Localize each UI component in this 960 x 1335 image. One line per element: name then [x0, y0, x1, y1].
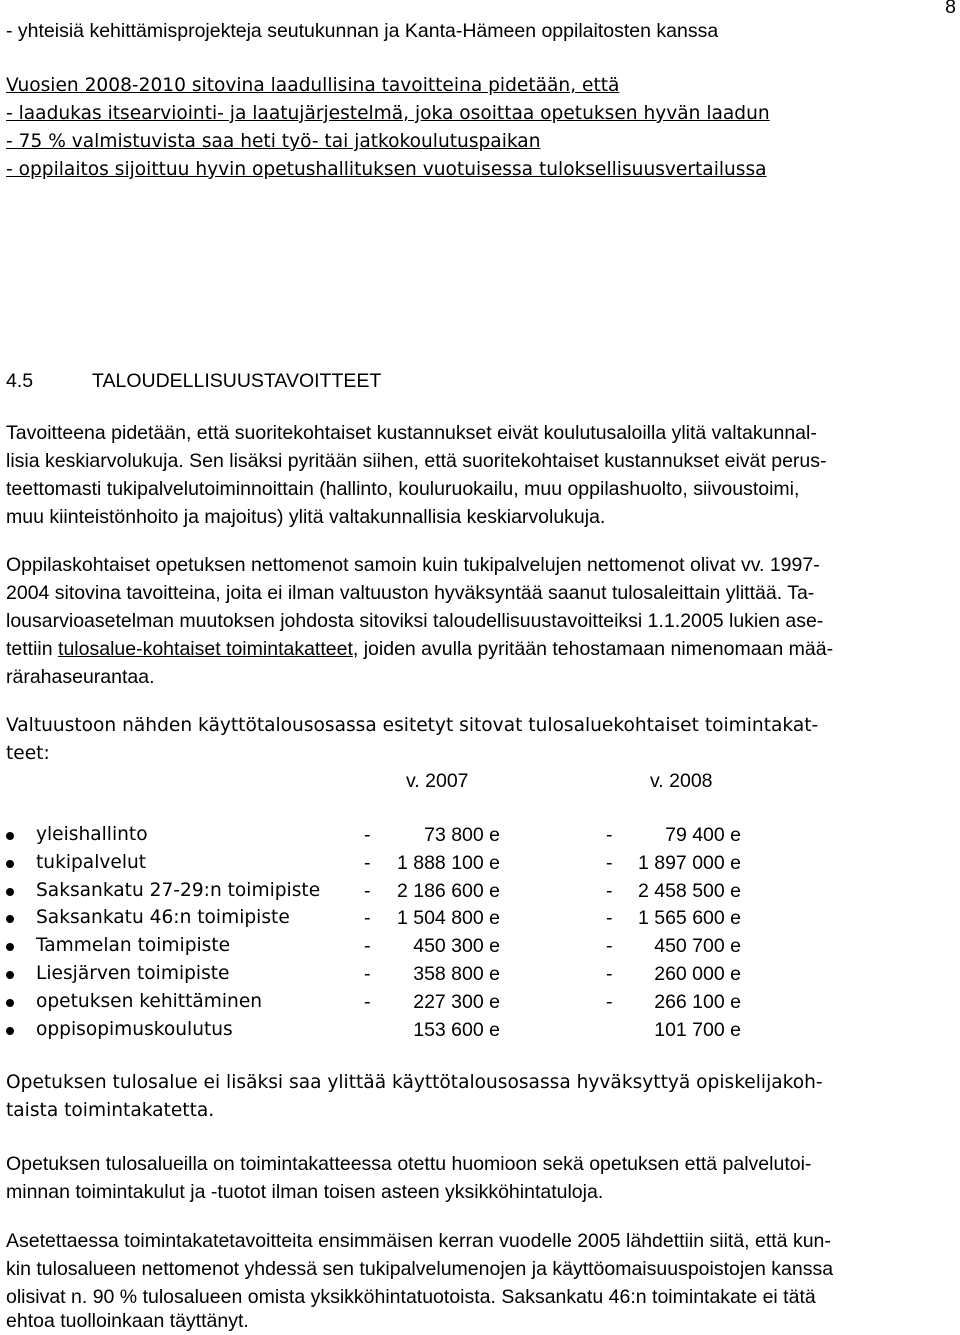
bullet-icon	[6, 860, 14, 868]
row-sign-2008: -	[606, 990, 613, 1013]
paragraph-line: 2004 sitovina tavoitteina, joita ei ilman valtuuston hyväksyntää saanut tulosaleittain ylittää. Ta-	[6, 582, 815, 604]
page-number: 8	[945, 0, 956, 18]
row-value-2007: 1 888 100 e	[396, 851, 500, 874]
section-title: TALOUDELLISUUSTAVOITTEET	[92, 370, 382, 392]
bullet-icon	[6, 971, 14, 979]
paragraph-line: lisia keskiarvolukuja. Sen lisäksi pyritään siihen, että suoritekohtaiset kustannukset eivät perus-	[6, 450, 827, 472]
bold-note-line: Opetuksen tulosalue ei lisäksi saa ylittää käyttötalousosassa hyväksyttyä opiskelijakoh-	[6, 1072, 823, 1093]
row-sign-2007: -	[364, 824, 371, 846]
paragraph-line: lousarvioasetelman muutoksen johdosta sitoviksi taloudellisuustavoitteiksi 1.1.2005 lukien ase-	[6, 610, 824, 632]
row-value-2007: 227 300 e	[413, 990, 500, 1013]
goals-heading: Vuosien 2008-2010 sitovina laadullisina tavoitteina pidetään, että	[6, 75, 620, 96]
row-value-2007: 450 300 e	[413, 935, 500, 958]
row-label: Liesjärven toimipiste	[36, 963, 230, 984]
table-heading-line: Valtuustoon nähden käyttötalousosassa esitetyt sitovat tulosaluekohtaiset toimintakat-	[6, 715, 819, 736]
row-sign-2007: -	[364, 907, 371, 930]
row-sign-2007: -	[364, 851, 371, 874]
row-sign-2008: -	[606, 824, 613, 846]
paragraph-line: olisivat n. 90 % tulosalueen omista yksikköhintatuotoista. Saksankatu 46:n toimintakate ei tätä	[6, 1286, 816, 1308]
paragraph-line: Asetettaessa toimintakatetavoitteita ensimmäisen kerran vuodelle 2005 lähdettiin siitä, että kun-	[6, 1230, 831, 1252]
row-value-2007: 153 600 e	[413, 1018, 500, 1041]
row-value-2008: 1 565 600 e	[637, 907, 741, 930]
row-sign-2008: -	[606, 879, 613, 902]
bullet-icon	[6, 1027, 14, 1035]
paragraph-line: kin tulosalueen nettomenot yhdessä sen tukipalvelumenojen ja käyttöomaisuuspoistojen kanssa	[6, 1258, 834, 1280]
list-item: - yhteisiä kehittämisprojekteja seutukunnan ja Kanta-Hämeen oppilaitosten kanssa	[6, 20, 719, 42]
row-value-2008: 101 700 e	[654, 1018, 741, 1041]
row-value-2007: 2 186 600 e	[396, 879, 500, 902]
paragraph-line: Oppilaskohtaiset opetuksen nettomenot samoin kuin tukipalvelujen nettomenot olivat vv. 1997-	[6, 554, 820, 576]
paragraph-line: teettomasti tukipalvelutoiminnoittain (hallinto, kouluruokailu, muu oppilashuolto, siivoustoimi,	[6, 478, 800, 500]
paragraph-line	[6, 638, 833, 661]
paragraph-line: ehtoa tuolloinkaan täyttänyt.	[6, 1310, 249, 1332]
row-sign-2007: -	[364, 935, 371, 958]
row-sign-2007: -	[364, 879, 371, 902]
table-heading-line: teet:	[6, 743, 50, 764]
bullet-icon	[6, 832, 14, 840]
row-sign-2007: -	[364, 963, 371, 985]
goals-item: - laadukas itsearviointi- ja laatujärjestelmä, joka osoittaa opetuksen hyvän laadun	[6, 103, 770, 124]
text-run: tettiin	[6, 638, 59, 660]
section-number: 4.5	[6, 370, 34, 392]
row-value-2008: 266 100 e	[654, 990, 741, 1013]
bullet-icon	[6, 943, 14, 951]
paragraph-line: Opetuksen tulosalueilla on toimintakatteessa otettu huomioon sekä opetuksen että palvelutoi-	[6, 1153, 812, 1175]
row-label: yleishallinto	[36, 824, 148, 845]
row-value-2007: 73 800 e	[424, 824, 500, 846]
row-label: oppisopimuskoulutus	[36, 1018, 233, 1040]
row-sign-2008: -	[606, 935, 613, 958]
bullet-icon	[6, 999, 14, 1007]
goals-item: - 75 % valmistuvista saa heti työ- tai jatkokoulutuspaikan	[6, 131, 541, 152]
bold-note-line: taista toimintakatetta.	[6, 1100, 215, 1121]
column-header-2007: v. 2007	[406, 770, 469, 792]
paragraph-line: muu kiinteistönhoito ja majoitus) ylitä valtakunnallisia keskiarvolukuja.	[6, 506, 606, 528]
row-sign-2008: -	[606, 851, 613, 874]
bullet-icon	[6, 915, 14, 923]
paragraph-line: Tavoitteena pidetään, että suoritekohtaiset kustannukset eivät koulutusaloilla ylitä valtakunnal-	[6, 422, 817, 444]
row-label: opetuksen kehittäminen	[36, 990, 263, 1012]
paragraph-line: minnan toimintakulut ja -tuotot ilman toisen asteen yksikköhintatuloja.	[6, 1181, 604, 1203]
row-value-2008: 1 897 000 e	[637, 851, 741, 874]
row-value-2008: 450 700 e	[654, 935, 741, 958]
row-value-2008: 79 400 e	[665, 824, 741, 846]
bullet-icon	[6, 888, 14, 896]
row-label: Saksankatu 27-29:n toimipiste	[36, 879, 321, 901]
row-sign-2008: -	[606, 963, 613, 985]
text-run: , joiden avulla pyritään tehostamaan nimenomaan mää-	[352, 638, 834, 660]
goals-item: - oppilaitos sijoittuu hyvin opetushallituksen vuotuisessa tuloksellisuusvertailussa	[6, 159, 767, 180]
column-header-2008: v. 2008	[650, 770, 713, 792]
row-label: Tammelan toimipiste	[36, 935, 231, 957]
row-value-2007: 1 504 800 e	[396, 907, 500, 930]
row-value-2007: 358 800 e	[413, 963, 500, 985]
row-sign-2007: -	[364, 990, 371, 1013]
row-value-2008: 2 458 500 e	[637, 879, 741, 902]
paragraph-line: rärahaseurantaa.	[6, 666, 155, 688]
row-sign-2008: -	[606, 907, 613, 930]
underlined-term: tulosalue-kohtaiset toimintakatteet	[58, 638, 353, 660]
row-label: Saksankatu 46:n toimipiste	[36, 907, 290, 929]
row-label: tukipalvelut	[36, 851, 147, 873]
row-value-2008: 260 000 e	[654, 963, 741, 985]
